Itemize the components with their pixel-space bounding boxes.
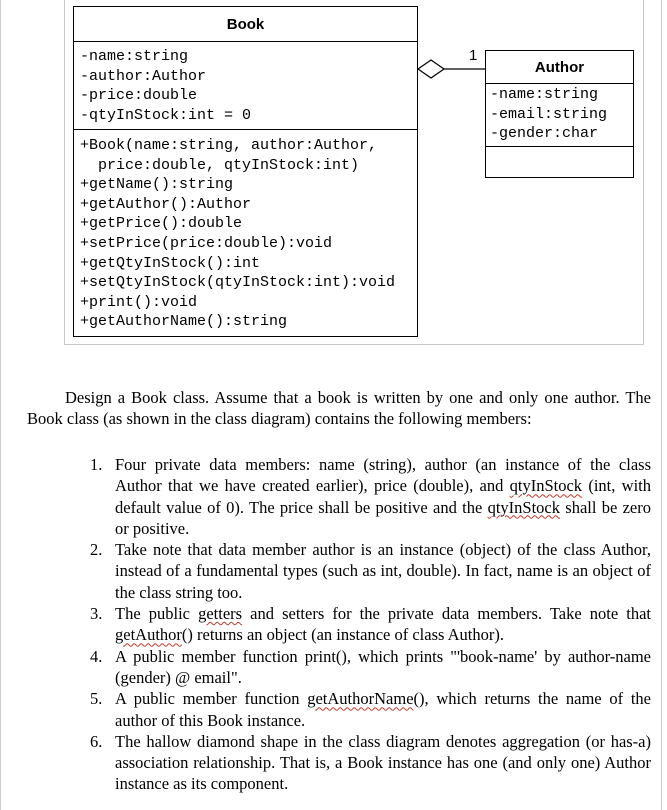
book-method: +setPrice(price:double):void: [80, 234, 333, 252]
list-item: [0, 539, 667, 603]
list-item: [0, 731, 667, 795]
multiplicity-label: 1: [469, 47, 478, 64]
item-number: 1.: [90, 455, 103, 474]
item-text: Four private data members: name (string), author (an instance of the class Author that we have created earlier), price (double), and qtyInStock (int, with default value of 0). The price shall be positive and the qtyInStock shall be zero or positive.: [115, 455, 651, 538]
item-number: 6.: [90, 731, 103, 751]
item-number: 2.: [90, 540, 103, 560]
list-item: [0, 603, 667, 646]
book-method: +Book(name:string, author:Author,: [80, 137, 378, 154]
list-item: [0, 646, 667, 689]
book-method: price:double, qtyInStock:int): [80, 156, 360, 174]
item-text: The public getters and setters for the private data members. Take note that getAuthor() returns an object (an instance of class Author).: [115, 604, 651, 645]
item-number: 4.: [90, 646, 103, 666]
requirements-list: [0, 454, 667, 795]
item-text: A public member function getAuthorName(), which returns the name of the author of this Book instance.: [115, 689, 651, 730]
book-method: +getPrice():double: [80, 215, 243, 233]
book-method: +getAuthorName():string: [80, 313, 288, 331]
intro-paragraph: Design a Book class. Assume that a book is written by one and only one author. The Book class (as shown in the class diagram) contains the following members:: [27, 387, 651, 428]
book-method: +getAuthor():Author: [80, 195, 252, 213]
item-number: 5.: [90, 689, 103, 709]
author-field: -email:string: [490, 105, 608, 123]
item-text: The hallow diamond shape in the class diagram denotes aggregation (or has-a) association relationship. That is, a Book instance has one (and only one) Author instance as its component.: [115, 731, 651, 794]
author-field: -name:string: [490, 86, 599, 103]
book-fields: [74, 42, 417, 130]
book-field: -price:double: [80, 87, 198, 105]
book-class-box: [73, 6, 418, 337]
author-class-title: Author: [486, 51, 633, 84]
list-item: [0, 688, 667, 731]
aggregation-diamond: [418, 60, 444, 78]
book-methods: [74, 130, 417, 332]
book-class-title: Book: [74, 7, 417, 42]
author-class-box: [485, 50, 634, 178]
book-field: -name:string: [80, 48, 189, 65]
item-number: 3.: [90, 604, 103, 624]
item-text: A public member function print(), which prints "'book-name' by author-name (gender) @ email".: [115, 646, 651, 687]
list-item: [0, 454, 667, 539]
book-method: +setQtyInStock(qtyInStock:int):void: [80, 274, 396, 292]
author-fields: [486, 84, 633, 147]
item-text: Take note that data member author is an instance (object) of the class Author, instead of a fundamental types (such as int, double). In fact, name is an object of the class string too.: [115, 540, 651, 602]
book-method: +getQtyInStock():int: [80, 254, 261, 272]
author-field: -gender:char: [490, 125, 599, 143]
book-method: +getName():string: [80, 176, 234, 194]
book-field: -author:Author: [80, 67, 207, 85]
book-method: +print():void: [80, 293, 198, 311]
book-field: -qtyInStock:int = 0: [80, 106, 252, 124]
